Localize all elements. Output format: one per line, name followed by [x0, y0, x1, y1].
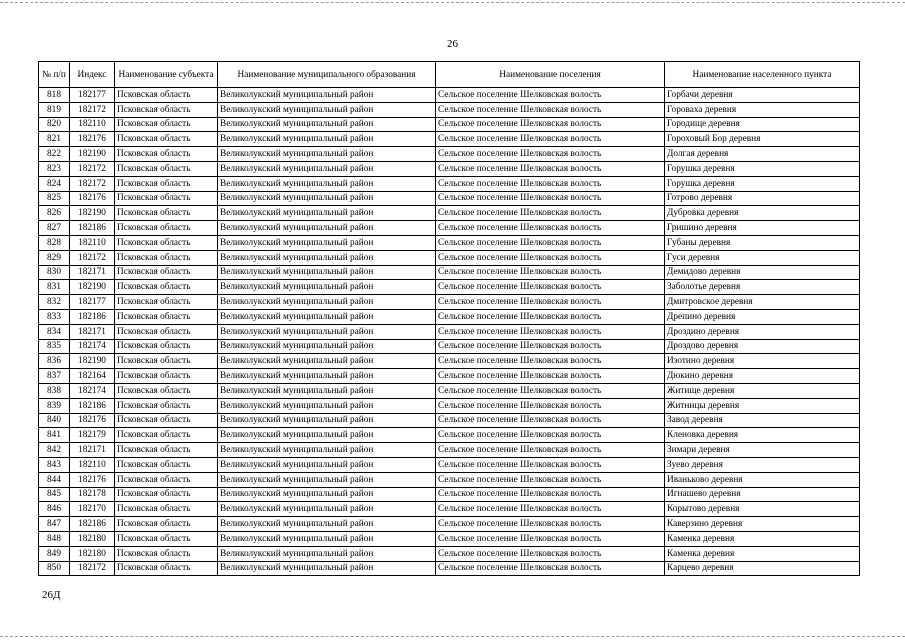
cell-locality: Дроздино деревня: [665, 324, 860, 339]
cell-locality: Дроздово деревня: [665, 339, 860, 354]
cell-municipality: Великолукский муниципальный район: [218, 206, 436, 221]
cell-index: 182177: [70, 88, 115, 103]
cell-settlement: Сельское поселение Шелковская волость: [436, 339, 665, 354]
cell-subject: Псковская область: [115, 161, 218, 176]
table-row: [39, 443, 860, 458]
cell-number: 837: [39, 369, 70, 384]
table-row: [39, 206, 860, 221]
cell-number: 822: [39, 147, 70, 162]
table-row: [39, 265, 860, 280]
cell-settlement: Сельское поселение Шелковская волость: [436, 295, 665, 310]
cell-number: 824: [39, 176, 70, 191]
table-row: [39, 398, 860, 413]
cell-municipality: Великолукский муниципальный район: [218, 309, 436, 324]
cell-settlement: Сельское поселение Шелковская волость: [436, 398, 665, 413]
table-row: [39, 457, 860, 472]
cell-index: 182110: [70, 457, 115, 472]
cell-index: 182180: [70, 546, 115, 561]
table-row: [39, 88, 860, 103]
cell-subject: Псковская область: [115, 265, 218, 280]
cell-settlement: Сельское поселение Шелковская волость: [436, 561, 665, 576]
cell-index: 182190: [70, 354, 115, 369]
cell-subject: Псковская область: [115, 502, 218, 517]
table-row: [39, 502, 860, 517]
cell-locality: Житницы деревня: [665, 398, 860, 413]
cell-number: 826: [39, 206, 70, 221]
cell-municipality: Великолукский муниципальный район: [218, 102, 436, 117]
cell-municipality: Великолукский муниципальный район: [218, 132, 436, 147]
cell-index: 182186: [70, 309, 115, 324]
cell-settlement: Сельское поселение Шелковская волость: [436, 413, 665, 428]
cell-municipality: Великолукский муниципальный район: [218, 147, 436, 162]
cell-municipality: Великолукский муниципальный район: [218, 250, 436, 265]
cell-subject: Псковская область: [115, 531, 218, 546]
cell-municipality: Великолукский муниципальный район: [218, 117, 436, 132]
table-row: [39, 221, 860, 236]
cell-subject: Псковская область: [115, 309, 218, 324]
cell-subject: Псковская область: [115, 398, 218, 413]
cell-settlement: Сельское поселение Шелковская волость: [436, 147, 665, 162]
table-row: [39, 161, 860, 176]
cell-number: 839: [39, 398, 70, 413]
cell-number: 840: [39, 413, 70, 428]
table-row: [39, 250, 860, 265]
cell-locality: Зуево деревня: [665, 457, 860, 472]
table-row: [39, 369, 860, 384]
cell-locality: Каменка деревня: [665, 546, 860, 561]
cell-locality: Готрово деревня: [665, 191, 860, 206]
cell-subject: Псковская область: [115, 280, 218, 295]
cell-locality: Житище деревня: [665, 383, 860, 398]
cell-locality: Губаны деревня: [665, 235, 860, 250]
cell-index: 182171: [70, 443, 115, 458]
cell-subject: Псковская область: [115, 117, 218, 132]
cell-settlement: Сельское поселение Шелковская волость: [436, 457, 665, 472]
table-row: [39, 117, 860, 132]
cell-index: 182171: [70, 265, 115, 280]
settlements-table: [38, 61, 860, 576]
cell-locality: Гороваха деревня: [665, 102, 860, 117]
cell-locality: Гороховый Бор деревня: [665, 132, 860, 147]
cell-settlement: Сельское поселение Шелковская волость: [436, 324, 665, 339]
cell-subject: Псковская область: [115, 472, 218, 487]
cell-subject: Псковская область: [115, 132, 218, 147]
table-row: [39, 147, 860, 162]
cell-number: 846: [39, 502, 70, 517]
cell-index: 182177: [70, 295, 115, 310]
header-municipality: Наименование муниципального образования: [218, 62, 436, 88]
cell-index: 182174: [70, 383, 115, 398]
cell-settlement: Сельское поселение Шелковская волость: [436, 280, 665, 295]
cell-municipality: Великолукский муниципальный район: [218, 546, 436, 561]
cell-number: 819: [39, 102, 70, 117]
cell-settlement: Сельское поселение Шелковская волость: [436, 428, 665, 443]
cell-municipality: Великолукский муниципальный район: [218, 457, 436, 472]
cell-locality: Дмитровское деревня: [665, 295, 860, 310]
cell-municipality: Великолукский муниципальный район: [218, 561, 436, 576]
cell-settlement: Сельское поселение Шелковская волость: [436, 250, 665, 265]
table-row: [39, 517, 860, 532]
cell-locality: Горушка деревня: [665, 161, 860, 176]
cell-locality: Долгая деревня: [665, 147, 860, 162]
cell-number: 832: [39, 295, 70, 310]
header-settlement: Наименование поселения: [436, 62, 665, 88]
cell-settlement: Сельское поселение Шелковская волость: [436, 546, 665, 561]
header-index: Индекс: [70, 62, 115, 88]
cell-index: 182174: [70, 339, 115, 354]
table-row: [39, 102, 860, 117]
cell-municipality: Великолукский муниципальный район: [218, 354, 436, 369]
cell-index: 182190: [70, 280, 115, 295]
table-row: [39, 487, 860, 502]
cell-subject: Псковская область: [115, 354, 218, 369]
table-row: [39, 472, 860, 487]
cell-municipality: Великолукский муниципальный район: [218, 428, 436, 443]
cell-number: 827: [39, 221, 70, 236]
cell-locality: Корытово деревня: [665, 502, 860, 517]
table-row: [39, 383, 860, 398]
cell-settlement: Сельское поселение Шелковская волость: [436, 176, 665, 191]
cell-municipality: Великолукский муниципальный район: [218, 339, 436, 354]
cell-settlement: Сельское поселение Шелковская волость: [436, 132, 665, 147]
cell-number: 833: [39, 309, 70, 324]
cell-subject: Псковская область: [115, 176, 218, 191]
cell-locality: Дюкино деревня: [665, 369, 860, 384]
cell-number: 829: [39, 250, 70, 265]
cell-municipality: Великолукский муниципальный район: [218, 531, 436, 546]
cell-municipality: Великолукский муниципальный район: [218, 517, 436, 532]
cell-locality: Заболотье деревня: [665, 280, 860, 295]
cell-subject: Псковская область: [115, 561, 218, 576]
cell-locality: Кленовка деревня: [665, 428, 860, 443]
cell-subject: Псковская область: [115, 413, 218, 428]
scan-edge-bottom: [0, 636, 905, 637]
cell-number: 850: [39, 561, 70, 576]
cell-subject: Псковская область: [115, 517, 218, 532]
table-row: [39, 176, 860, 191]
cell-index: 182186: [70, 517, 115, 532]
cell-municipality: Великолукский муниципальный район: [218, 383, 436, 398]
cell-number: 818: [39, 88, 70, 103]
cell-subject: Псковская область: [115, 369, 218, 384]
cell-index: 182172: [70, 250, 115, 265]
cell-municipality: Великолукский муниципальный район: [218, 88, 436, 103]
page-number: 26: [447, 38, 458, 50]
cell-locality: Горушка деревня: [665, 176, 860, 191]
table-row: [39, 354, 860, 369]
cell-locality: Каверзино деревня: [665, 517, 860, 532]
cell-number: 844: [39, 472, 70, 487]
cell-settlement: Сельское поселение Шелковская волость: [436, 517, 665, 532]
cell-municipality: Великолукский муниципальный район: [218, 487, 436, 502]
cell-number: 830: [39, 265, 70, 280]
cell-number: 820: [39, 117, 70, 132]
cell-municipality: Великолукский муниципальный район: [218, 443, 436, 458]
cell-municipality: Великолукский муниципальный район: [218, 502, 436, 517]
cell-municipality: Великолукский муниципальный район: [218, 280, 436, 295]
header-locality: Наименование населенного пункта: [665, 62, 860, 88]
cell-municipality: Великолукский муниципальный район: [218, 235, 436, 250]
cell-settlement: Сельское поселение Шелковская волость: [436, 369, 665, 384]
cell-settlement: Сельское поселение Шелковская волость: [436, 309, 665, 324]
cell-number: 825: [39, 191, 70, 206]
table-row: [39, 295, 860, 310]
cell-index: 182186: [70, 398, 115, 413]
cell-settlement: Сельское поселение Шелковская волость: [436, 235, 665, 250]
cell-municipality: Великолукский муниципальный район: [218, 472, 436, 487]
table-row: [39, 546, 860, 561]
table-row: [39, 413, 860, 428]
cell-settlement: Сельское поселение Шелковская волость: [436, 383, 665, 398]
cell-settlement: Сельское поселение Шелковская волость: [436, 102, 665, 117]
cell-subject: Псковская область: [115, 250, 218, 265]
cell-index: 182179: [70, 428, 115, 443]
cell-subject: Псковская область: [115, 546, 218, 561]
cell-locality: Горбачи деревня: [665, 88, 860, 103]
cell-index: 182190: [70, 147, 115, 162]
table-row: [39, 339, 860, 354]
cell-locality: Иваньково деревня: [665, 472, 860, 487]
cell-subject: Псковская область: [115, 102, 218, 117]
cell-index: 182190: [70, 206, 115, 221]
table-row: [39, 324, 860, 339]
cell-settlement: Сельское поселение Шелковская волость: [436, 472, 665, 487]
cell-subject: Псковская область: [115, 221, 218, 236]
cell-subject: Псковская область: [115, 443, 218, 458]
cell-number: 841: [39, 428, 70, 443]
cell-settlement: Сельское поселение Шелковская волость: [436, 265, 665, 280]
cell-municipality: Великолукский муниципальный район: [218, 176, 436, 191]
cell-settlement: Сельское поселение Шелковская волость: [436, 221, 665, 236]
cell-subject: Псковская область: [115, 235, 218, 250]
cell-locality: Городище деревня: [665, 117, 860, 132]
cell-settlement: Сельское поселение Шелковская волость: [436, 443, 665, 458]
cell-settlement: Сельское поселение Шелковская волость: [436, 487, 665, 502]
cell-subject: Псковская область: [115, 428, 218, 443]
scan-edge-top: [0, 2, 905, 3]
table-header-row: [39, 62, 860, 88]
cell-index: 182164: [70, 369, 115, 384]
cell-municipality: Великолукский муниципальный район: [218, 191, 436, 206]
cell-locality: Изотино деревня: [665, 354, 860, 369]
cell-locality: Демидово деревня: [665, 265, 860, 280]
table-row: [39, 191, 860, 206]
cell-index: 182172: [70, 176, 115, 191]
cell-municipality: Великолукский муниципальный район: [218, 324, 436, 339]
cell-municipality: Великолукский муниципальный район: [218, 398, 436, 413]
cell-number: 835: [39, 339, 70, 354]
cell-locality: Дубровка деревня: [665, 206, 860, 221]
cell-number: 843: [39, 457, 70, 472]
table-row: [39, 309, 860, 324]
cell-index: 182172: [70, 102, 115, 117]
cell-settlement: Сельское поселение Шелковская волость: [436, 88, 665, 103]
cell-municipality: Великолукский муниципальный район: [218, 161, 436, 176]
cell-number: 845: [39, 487, 70, 502]
cell-subject: Псковская область: [115, 487, 218, 502]
cell-number: 831: [39, 280, 70, 295]
cell-subject: Псковская область: [115, 206, 218, 221]
table-row: [39, 561, 860, 576]
cell-number: 823: [39, 161, 70, 176]
cell-number: 828: [39, 235, 70, 250]
cell-settlement: Сельское поселение Шелковская волость: [436, 354, 665, 369]
cell-index: 182176: [70, 472, 115, 487]
table-row: [39, 235, 860, 250]
header-number: № п/п: [39, 62, 70, 88]
cell-locality: Гришино деревня: [665, 221, 860, 236]
cell-subject: Псковская область: [115, 339, 218, 354]
cell-settlement: Сельское поселение Шелковская волость: [436, 161, 665, 176]
cell-subject: Псковская область: [115, 295, 218, 310]
cell-index: 182178: [70, 487, 115, 502]
cell-municipality: Великолукский муниципальный район: [218, 413, 436, 428]
cell-locality: Зимари деревня: [665, 443, 860, 458]
table-row: [39, 280, 860, 295]
table-body: [39, 88, 860, 576]
cell-locality: Гуси деревня: [665, 250, 860, 265]
cell-subject: Псковская область: [115, 383, 218, 398]
cell-index: 182110: [70, 235, 115, 250]
cell-number: 838: [39, 383, 70, 398]
footer-code: 26Д: [42, 589, 61, 601]
cell-index: 182172: [70, 561, 115, 576]
cell-locality: Игнашево деревня: [665, 487, 860, 502]
cell-index: 182180: [70, 531, 115, 546]
cell-subject: Псковская область: [115, 457, 218, 472]
cell-index: 182171: [70, 324, 115, 339]
cell-municipality: Великолукский муниципальный район: [218, 265, 436, 280]
cell-index: 182110: [70, 117, 115, 132]
cell-subject: Псковская область: [115, 324, 218, 339]
cell-index: 182176: [70, 132, 115, 147]
table-row: [39, 428, 860, 443]
cell-number: 842: [39, 443, 70, 458]
cell-subject: Псковская область: [115, 147, 218, 162]
cell-number: 847: [39, 517, 70, 532]
cell-index: 182176: [70, 413, 115, 428]
cell-settlement: Сельское поселение Шелковская волость: [436, 502, 665, 517]
cell-subject: Псковская область: [115, 191, 218, 206]
table-row: [39, 531, 860, 546]
cell-settlement: Сельское поселение Шелковская волость: [436, 206, 665, 221]
cell-settlement: Сельское поселение Шелковская волость: [436, 191, 665, 206]
cell-index: 182170: [70, 502, 115, 517]
cell-municipality: Великолукский муниципальный район: [218, 221, 436, 236]
cell-municipality: Великолукский муниципальный район: [218, 369, 436, 384]
cell-number: 834: [39, 324, 70, 339]
cell-municipality: Великолукский муниципальный район: [218, 295, 436, 310]
cell-number: 848: [39, 531, 70, 546]
cell-number: 849: [39, 546, 70, 561]
cell-locality: Карцево деревня: [665, 561, 860, 576]
cell-index: 182176: [70, 191, 115, 206]
cell-number: 836: [39, 354, 70, 369]
cell-settlement: Сельское поселение Шелковская волость: [436, 117, 665, 132]
header-subject: Наименование субъекта: [115, 62, 218, 88]
cell-subject: Псковская область: [115, 88, 218, 103]
cell-settlement: Сельское поселение Шелковская волость: [436, 531, 665, 546]
cell-number: 821: [39, 132, 70, 147]
cell-index: 182186: [70, 221, 115, 236]
cell-index: 182172: [70, 161, 115, 176]
cell-locality: Каменка деревня: [665, 531, 860, 546]
cell-locality: Дрепино деревня: [665, 309, 860, 324]
cell-locality: Завод деревня: [665, 413, 860, 428]
table-row: [39, 132, 860, 147]
